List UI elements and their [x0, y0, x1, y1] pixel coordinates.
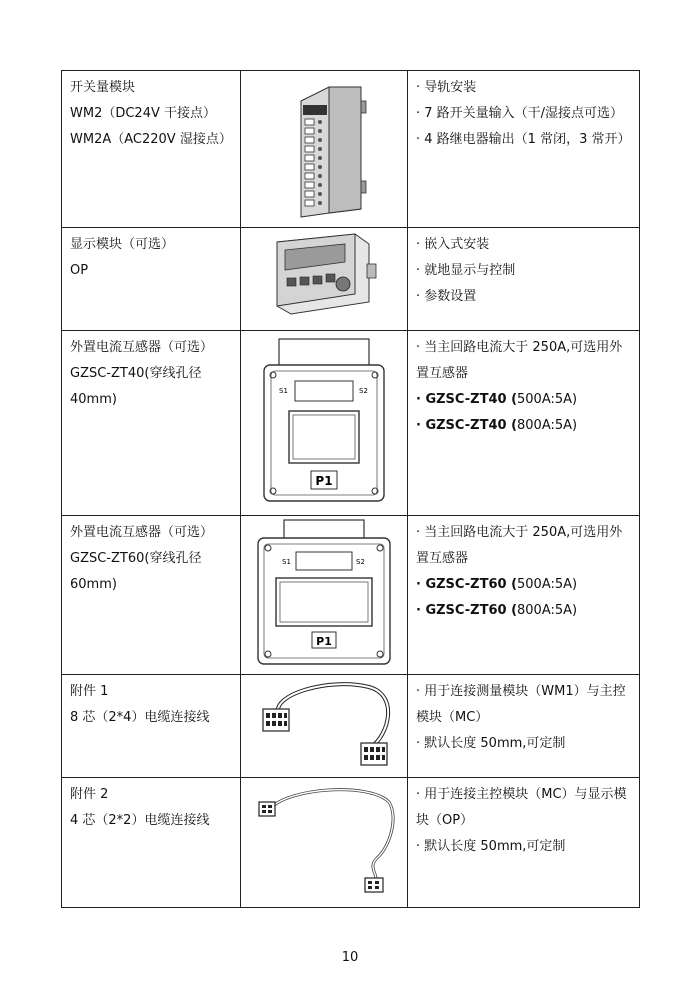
- feature-cell: [408, 778, 640, 908]
- model-line: WM2（DC24V 干接点）: [70, 106, 216, 121]
- model-line: OP: [70, 263, 89, 278]
- ct-spec-item: [416, 387, 631, 413]
- ct-spec-item: [416, 572, 631, 598]
- model-line: 40mm): [70, 392, 117, 407]
- feature-cell: [408, 71, 640, 228]
- feature-item: · 当主回路电流大于 250A,可选用外置互感器: [416, 525, 623, 566]
- image-cell: [241, 675, 408, 778]
- ct-spec-model: · GZSC-ZT40 (: [416, 418, 518, 433]
- table-row: [62, 331, 640, 516]
- module-name: 开关量模块: [70, 80, 136, 95]
- module-name: 附件 1: [70, 684, 109, 699]
- module-name-cell: [62, 516, 241, 675]
- module-name-cell: [62, 228, 241, 331]
- table-row: [62, 778, 640, 908]
- feature-item: · 用于连接测量模块（WM1）与主控模块（MC）: [416, 684, 626, 725]
- feature-item: · 参数设置: [416, 289, 477, 304]
- module-name: 附件 2: [70, 787, 109, 802]
- table-row: [62, 228, 640, 331]
- ct-spec-model: · GZSC-ZT40 (: [416, 392, 518, 407]
- ct-spec-ratio: 800A:5A): [517, 603, 578, 618]
- module-name-cell: [62, 675, 241, 778]
- model-line: WM2A（AC220V 湿接点）: [70, 132, 232, 147]
- image-cell: [241, 228, 408, 331]
- module-name-cell: [62, 778, 241, 908]
- ct40-image: [259, 331, 389, 506]
- switch-module-image: [279, 71, 369, 221]
- feature-item: · 默认长度 50mm,可定制: [416, 839, 566, 854]
- image-cell: [241, 778, 408, 908]
- feature-item: · 7 路开关量输入（干/湿接点可选）: [416, 106, 624, 121]
- ct60-image: [254, 516, 394, 668]
- table-row: [62, 675, 640, 778]
- feature-item: · 4 路继电器输出（1 常闭，3 常开）: [416, 132, 631, 147]
- ct-label-s2: S2: [356, 558, 365, 566]
- ct-spec-model: · GZSC-ZT60 (: [416, 577, 518, 592]
- feature-cell: [408, 516, 640, 675]
- ct-label-s1: S1: [282, 558, 291, 566]
- ct-label-p1: P1: [316, 635, 332, 648]
- cable-8-core-image: [249, 675, 399, 773]
- module-name-cell: [62, 331, 241, 516]
- ct-label-s1: S1: [279, 387, 288, 395]
- feature-item: · 嵌入式安装: [416, 237, 490, 252]
- model-line: GZSC-ZT60(穿线孔径: [70, 551, 202, 566]
- model-line: 4 芯（2*2）电缆连接线: [70, 813, 210, 828]
- feature-item: · 导轨安装: [416, 80, 477, 95]
- feature-item: · 就地显示与控制: [416, 263, 516, 278]
- ct-spec-ratio: 800A:5A): [517, 418, 578, 433]
- module-name: 外置电流互感器（可选）: [70, 525, 214, 540]
- ct-spec-ratio: 500A:5A): [517, 392, 578, 407]
- spec-table: [61, 70, 640, 908]
- cable-4-core-image: [249, 778, 399, 898]
- image-cell: [241, 331, 408, 516]
- table-row: [62, 516, 640, 675]
- ct-label-p1: P1: [315, 474, 333, 488]
- feature-item: · 用于连接主控模块（MC）与显示模块（OP）: [416, 787, 627, 828]
- ct-spec-item: [416, 598, 631, 624]
- page-number: 10: [341, 950, 359, 965]
- module-name: 外置电流互感器（可选）: [70, 340, 214, 355]
- ct-spec-item: [416, 413, 631, 439]
- ct-spec-ratio: 500A:5A): [517, 577, 578, 592]
- module-name-cell: [62, 71, 241, 228]
- feature-item: · 默认长度 50mm,可定制: [416, 736, 566, 751]
- image-cell: [241, 516, 408, 675]
- display-module-image: [269, 228, 379, 318]
- feature-item: · 当主回路电流大于 250A,可选用外置互感器: [416, 340, 623, 381]
- table-row: [62, 71, 640, 228]
- feature-cell: [408, 675, 640, 778]
- model-line: 60mm): [70, 577, 117, 592]
- ct-spec-model: · GZSC-ZT60 (: [416, 603, 518, 618]
- ct-label-s2: S2: [359, 387, 368, 395]
- model-line: 8 芯（2*4）电缆连接线: [70, 710, 210, 725]
- feature-cell: [408, 228, 640, 331]
- model-line: GZSC-ZT40(穿线孔径: [70, 366, 202, 381]
- image-cell: [241, 71, 408, 228]
- module-name: 显示模块（可选）: [70, 237, 175, 252]
- feature-cell: [408, 331, 640, 516]
